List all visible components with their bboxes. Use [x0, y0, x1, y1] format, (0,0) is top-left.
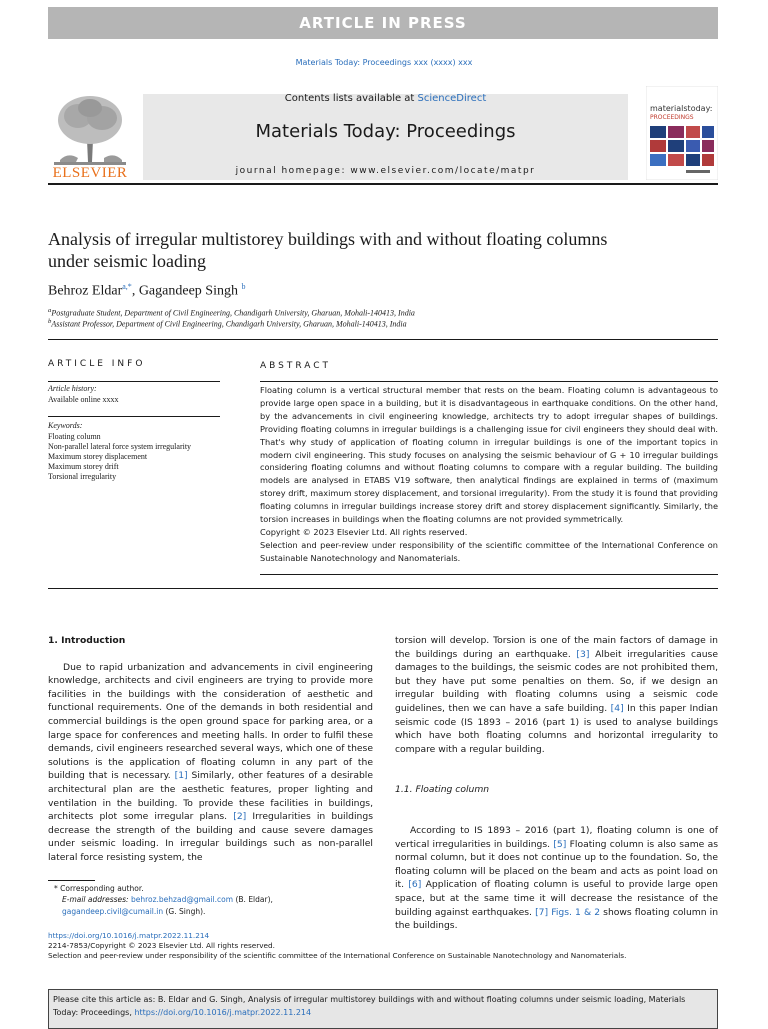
affiliation-text: Postgraduate Student, Department of Civil Engineering, Chandigarh University, Gharuan, Mohali-140413, India	[51, 308, 415, 318]
footnotes	[48, 883, 373, 917]
abstract-rule	[260, 381, 718, 382]
reference-link[interactable]: [4]	[610, 702, 624, 714]
reference-link[interactable]: [7]	[535, 906, 549, 918]
article-bottom-meta	[48, 931, 718, 962]
spacer	[48, 648, 373, 661]
footnote-rule	[48, 880, 95, 881]
intro-text: Albeit irregularities cause damages to the buildings, the seismic codes are not prohibited them, but they have put some penalties on them. So, if we design an irregular building with floating columns using a seismic code guidelines, then we can have a safe building.	[395, 648, 718, 714]
issn-copyright: 2214-7853/Copyright © 2023 Elsevier Ltd. All rights reserved.	[48, 941, 276, 951]
author-name: Gagandeep Singh	[138, 283, 238, 299]
author-list: Behroz Eldar$^{a,*}$, Gagandeep Singh $^b$	[48, 282, 246, 299]
floating-text: According to IS 1893 – 2016 (part 1), floating column is one of vertical irregularities in buildings.	[395, 824, 718, 850]
reference-link[interactable]: [1]	[174, 770, 188, 782]
sciencedirect-link[interactable]: ScienceDirect	[417, 93, 487, 104]
section-rule	[48, 339, 718, 340]
figure-link[interactable]: Figs. 1 & 2	[551, 906, 601, 918]
intro-text: Irregularities in buildings decrease the strength of the building and cause severe damages under seismic loading. In irregular buildings such as non-parallel lateral force resisting system, the	[48, 811, 373, 863]
affiliation-text: Assistant Professor, Department of Civil Engineering, Chandigarh University, Gharuan, Mohali-140413, India	[51, 319, 407, 329]
abstract-bottom-rule	[260, 574, 718, 575]
reference-link[interactable]: [5]	[553, 838, 567, 850]
abstract-paragraph: Floating column is a vertical structural member that rests on the beam. Floating column is advantageous to provide large open space in a building, but it is disadvantageous in earthquake conditions. On the other hand, by the advancements in civil engineering knowledge, architects try to adopt irregular shapes of buildings. Providing floating columns in irregular buildings is a challenging issue for civil engineers they should deal with. That's why study of application of floating column in irregular buildings is one of the important topics in modern civil engineering. This study focuses on analysing the seismic behaviour of G + 10 irregular buildings considering floating columns and without floating columns to compare with a regular building. The building models are analysed in ETABS V19 software, then analytical findings are explained in terms of (maximum storey drift, maximum storey displacement, and torsional irregularity). From the study it is found that providing floating columns in irregular buildings increase storey drift and storey displacement significantly. Similarly, the torsion increases in buildings when the floating columns are not provided symmetrically.	[260, 385, 718, 525]
journal-cover-image	[646, 86, 718, 180]
floating-text: Floating column is also same as normal column, but it does not continue up to the foundation. So, the floating column will be placed on the beam and acts as point load on it.	[395, 838, 719, 891]
reference-link[interactable]: [3]	[576, 648, 590, 660]
affiliation-b	[48, 318, 407, 329]
journal-citation-link[interactable]: Materials Today: Proceedings xxx (xxxx) xxx	[295, 58, 473, 67]
author-name: Behroz Eldar	[48, 283, 123, 299]
journal-title: Materials Today: Proceedings	[255, 121, 516, 142]
floating-column-paragraph	[395, 824, 718, 933]
email-link[interactable]: behroz.behzad@gmail.com	[130, 895, 234, 905]
abstract-body	[260, 384, 718, 565]
intro-paragraph-1	[48, 661, 373, 865]
cite-text: Please cite this article as: B. Eldar and G. Singh, Analysis of irregular multistorey buildings with and without floating columns under seismic loading, Materials Today: Proceedings,	[53, 995, 686, 1017]
floating-column-heading: 1.1. Floating column	[395, 784, 490, 796]
cover-title-2: PROCEEDINGS	[650, 114, 694, 121]
email-owner: (B. Eldar),	[233, 895, 273, 905]
cite-doi-link[interactable]: https://doi.org/10.1016/j.matpr.2022.11.214	[134, 1008, 312, 1017]
journal-homepage[interactable]: journal homepage: www.elsevier.com/locate/matpr	[235, 166, 536, 176]
body-column-right	[395, 634, 718, 933]
keyword-item: Floating column	[48, 432, 101, 441]
article-history-value: Available online xxxx	[48, 395, 119, 404]
keyword-item: Maximum storey displacement	[48, 452, 148, 461]
reference-link[interactable]: [2]	[233, 811, 247, 823]
affiliation-mark: a	[48, 307, 52, 314]
spacer	[395, 756, 718, 783]
article-in-press-banner: ARTICLE IN PRESS	[48, 7, 718, 39]
keyword-item: Maximum storey drift	[48, 462, 119, 471]
intro-paragraph-2	[395, 634, 718, 756]
affiliation-a	[48, 307, 415, 318]
corresponding-author-text: Corresponding author.	[60, 884, 144, 893]
email-owner: (G. Singh).	[163, 906, 206, 916]
contents-prefix: Contents lists available at	[284, 93, 418, 104]
keywords-list	[48, 432, 220, 482]
intro-text: Similarly, other features of a desirable architectural plan are the aesthetic features, proper lighting and ventilation in the building. To provide these facilities in buildings, architects plot some irregular plans.	[48, 770, 374, 823]
bottom-peer-review: Selection and peer-review under responsibility of the scientific committee of the International Conference on Sustainable Nanotechnology and Nanomaterials.	[48, 951, 627, 961]
reference-link[interactable]: [6]	[408, 879, 422, 891]
spacer	[395, 797, 718, 824]
keyword-item: Non-parallel lateral force system irregularity	[48, 442, 192, 451]
article-info-divider	[48, 416, 220, 417]
intro-heading: 1. Introduction	[48, 635, 126, 646]
email-label: E-mail addresses:	[62, 895, 131, 905]
intro-text: In this paper Indian seismic code (IS 1893 – 2016 (part 1) is used to analyse buildings which have both floating columns and horizontal irregularity to compare with a regular building.	[395, 702, 718, 755]
body-column-left	[48, 634, 373, 865]
doi-link[interactable]: https://doi.org/10.1016/j.matpr.2022.11.214	[48, 931, 210, 940]
article-history-label: Article history:	[48, 384, 97, 393]
keyword-item: Torsional irregularity	[48, 472, 117, 481]
corresponding-author-note: * Corresponding author.	[54, 884, 144, 893]
author-affiliation-mark[interactable]: b	[241, 282, 246, 291]
intro-text: Due to rapid urbanization and advancements in civil engineering knowledge, architects and civil engineers are trying to provide more facilities in the buildings with the consideration of aesthetic and functional requirements. One of the demands in both residential and commercial buildings is the open ground space for parking area, or a large space for conferences and meeting halls. In order to fulfil these demands, civil engineers researched several ways, which one of these solutions is the application of floating column in any part of the building that is necessary.	[48, 661, 373, 782]
paper-title: Analysis of irregular multistorey buildings with and without floating columns under seismic loading	[48, 229, 608, 271]
body-rule	[48, 588, 718, 589]
article-info-heading: ARTICLE INFO	[48, 359, 146, 369]
masthead-rule	[48, 183, 718, 185]
email-link[interactable]: gagandeep.civil@cumail.in	[62, 906, 164, 916]
abstract-heading: ABSTRACT	[260, 361, 332, 371]
abstract-peer-review: Selection and peer-review under responsibility of the scientific committee of the International Conference on Sustainable Nanotechnology and Nanomaterials.	[260, 539, 718, 563]
floating-text: shows floating column in the buildings.	[395, 906, 719, 932]
cite-this-article-box	[48, 989, 718, 1029]
contents-available-line	[143, 93, 628, 104]
affiliation-mark: b	[48, 318, 52, 325]
abstract-copyright: Copyright © 2023 Elsevier Ltd. All rights reserved.	[260, 526, 468, 537]
author-affiliation-mark[interactable]: a,*	[122, 282, 132, 291]
cover-title-1: materialstoday:	[650, 104, 713, 113]
article-info-rule	[48, 381, 220, 382]
email-note	[48, 894, 373, 917]
elsevier-wordmark: ELSEVIER	[52, 165, 128, 181]
keywords-label: Keywords:	[48, 421, 83, 430]
intro-text: torsion will develop. Torsion is one of the main factors of damage in the buildings during an earthquake.	[395, 635, 718, 660]
floating-text: Application of floating column is useful to provide large open space, but at the same time it will decrease the resistance of the building against earthquakes.	[395, 879, 718, 918]
